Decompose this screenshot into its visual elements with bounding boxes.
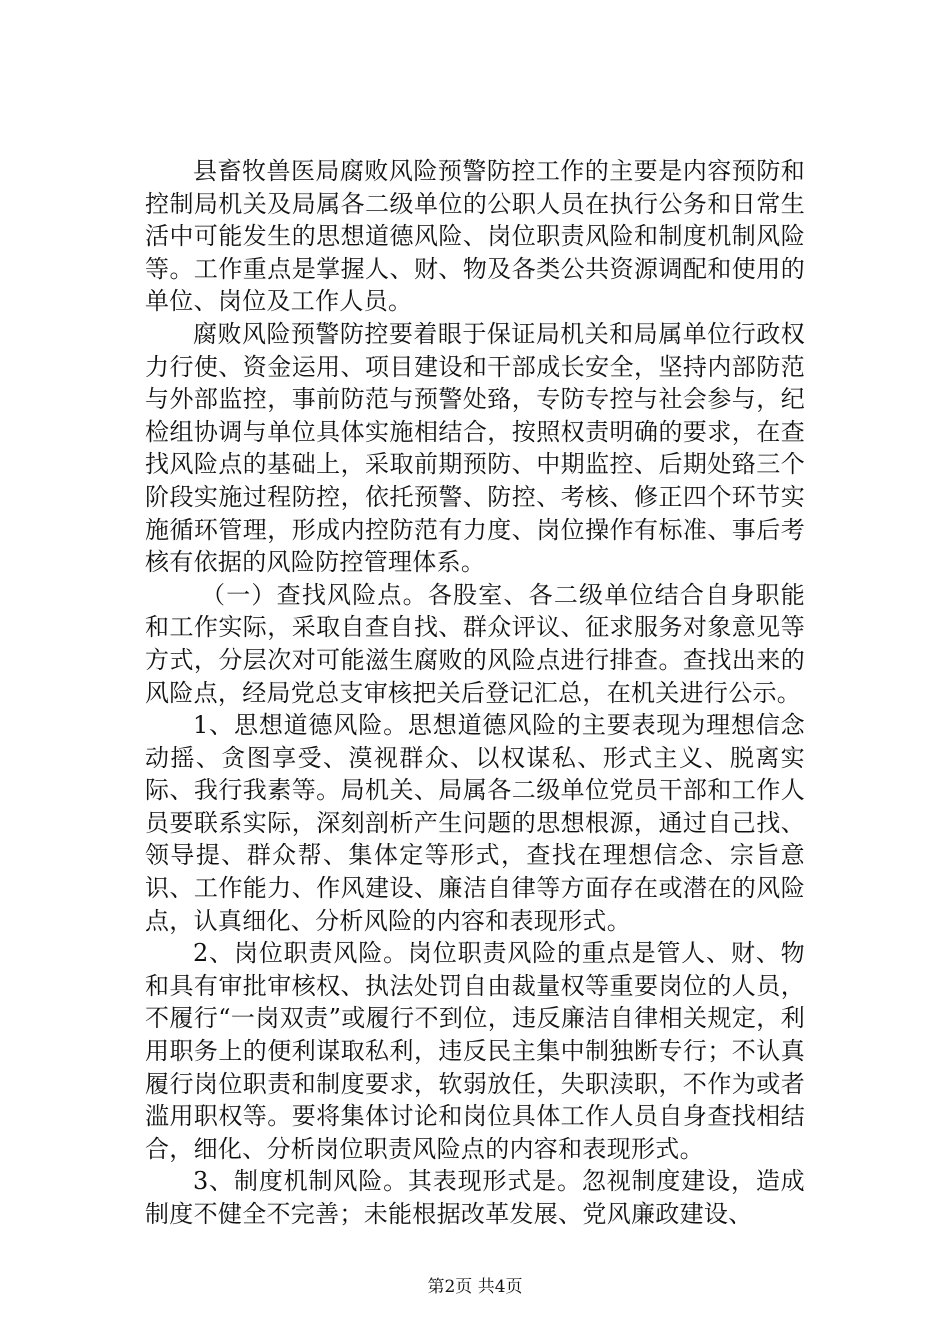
paragraph-system-risk: 3、制度机制风险。其表现形式是。忽视制度建设，造成制度不健全不完善；未能根据改革发展、党风廉政建设、 xyxy=(145,1167,805,1228)
paragraph-overview: 县畜牧兽医局腐败风险预警防控工作的主要是内容预防和控制局机关及局属各二级单位的公职人员在执行公务和日常生活中可能发生的思想道德风险、岗位职责风险和制度机制风险等。工作重点是掌握人、财、物及各类公共资源调配和使用的单位、岗位及工作人员。 xyxy=(145,157,805,316)
page-number-footer: 第2页 共4页 xyxy=(427,1277,523,1297)
paragraph-principles: 腐败风险预警防控要着眼于保证局机关和局属单位行政权力行使、资金运用、项目建设和干部成长安全，坚持内部防范与外部监控，事前防范与预警处臵，专防专控与社会参与，纪检组协调与单位具体实施相结合，按照权责明确的要求，在查找风险点的基础上，采取前期预防、中期监控、后期处臵三个阶段实施过程防控，依托预警、防控、考核、修正四个环节实施循环管理，形成内控防范有力度、岗位操作有标准、事后考核有依据的风险防控管理体系。 xyxy=(145,319,805,577)
paragraph-moral-risk: 1、思想道德风险。思想道德风险的主要表现为理想信念动摇、贪图享受、漠视群众、以权谋私、形式主义、脱离实际、我行我素等。局机关、局属各二级单位党员干部和工作人员要联系实际，深刻剖析产生问题的思想根源，通过自己找、领导提、群众帮、集体定等形式，查找在理想信念、宗旨意识、工作能力、作风建设、廉洁自律等方面存在或潜在的风险点，认真细化、分析风险的内容和表现形式。 xyxy=(145,711,805,935)
document-body xyxy=(145,155,805,1231)
paragraph-find-risk-points: （一）查找风险点。各股室、各二级单位结合自身职能和工作实际，采取自查自找、群众评议、征求服务对象意见等方式，分层次对可能滋生腐败的风险点进行排查。查找出来的风险点，经局党总支审核把关后登记汇总，在机关进行公示。 xyxy=(145,580,805,707)
paragraph-position-risk: 2、岗位职责风险。岗位职责风险的重点是管人、财、物和具有审批审核权、执法处罚自由裁量权等重要岗位的人员，不履行“一岗双责”或履行不到位，违反廉洁自律相关规定，利用职务上的便利谋取私利，违反民主集中制独断专行；不认真履行岗位职责和制度要求，软弱放任，失职渎职，不作为或者滥用职权等。要将集体讨论和岗位具体工作人员自身查找相结合，细化、分析岗位职责风险点的内容和表现形式。 xyxy=(145,939,805,1163)
